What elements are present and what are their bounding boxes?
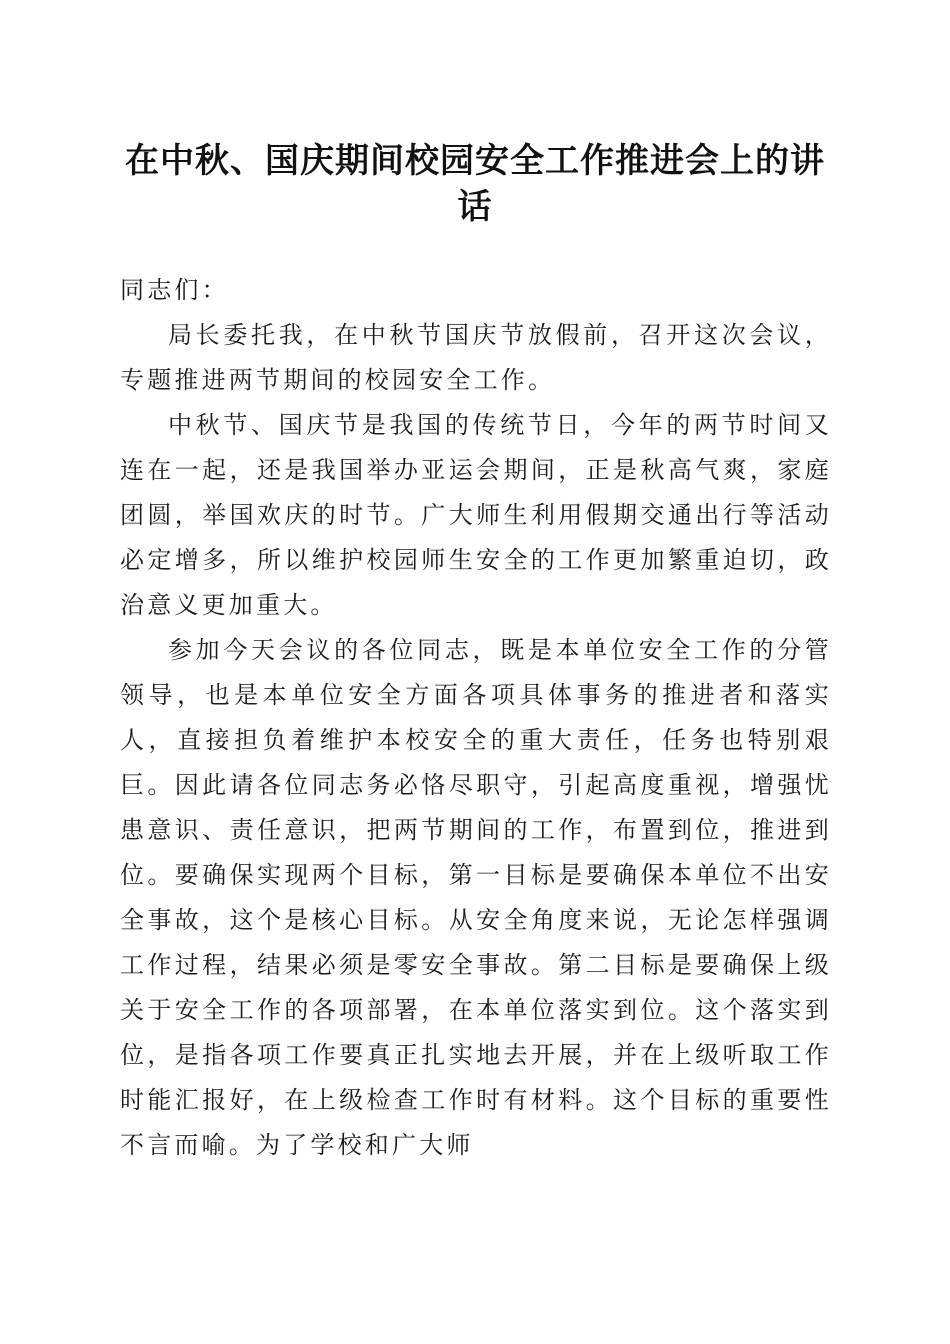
document-body [120,268,832,1168]
salutation: 同志们： [120,276,229,304]
paragraph-1: 局长委托我，在中秋节国庆节放假前，召开这次会议，专题推进两节期间的校园安全工作。 [120,321,832,394]
paragraph-3: 参加今天会议的各位同志，既是本单位安全工作的分管领导，也是本单位安全方面各项具体事务的推进者和落实人，直接担负着维护本校安全的重大责任，任务也特别艰巨。因此请各位同志务必恪尽职守，引起高度重视，增强忧患意识、责任意识，把两节期间的工作，布置到位，推进到位。要确保实现两个目标，第一目标是要确保本单位不出安全事故，这个是核心目标。从安全角度来说，无论怎样强调工作过程，结果必须是零安全事故。第二目标是要确保上级关于安全工作的各项部署，在本单位落实到位。这个落实到位，是指各项工作要真正扎实地去开展，并在上级听取工作时能汇报好，在上级检查工作时有材料。这个目标的重要性不言而喻。为了学校和广大师 [120,636,832,1159]
paragraph-2: 中秋节、国庆节是我国的传统节日，今年的两节时间又连在一起，还是我国举办亚运会期间，正是秋高气爽，家庭团圆，举国欢庆的时节。广大师生利用假期交通出行等活动必定增多，所以维护校园师生安全的工作更加繁重迫切，政治意义更加重大。 [120,411,832,619]
document-title: 在中秋、国庆期间校园安全工作推进会上的讲话 [125,141,825,227]
